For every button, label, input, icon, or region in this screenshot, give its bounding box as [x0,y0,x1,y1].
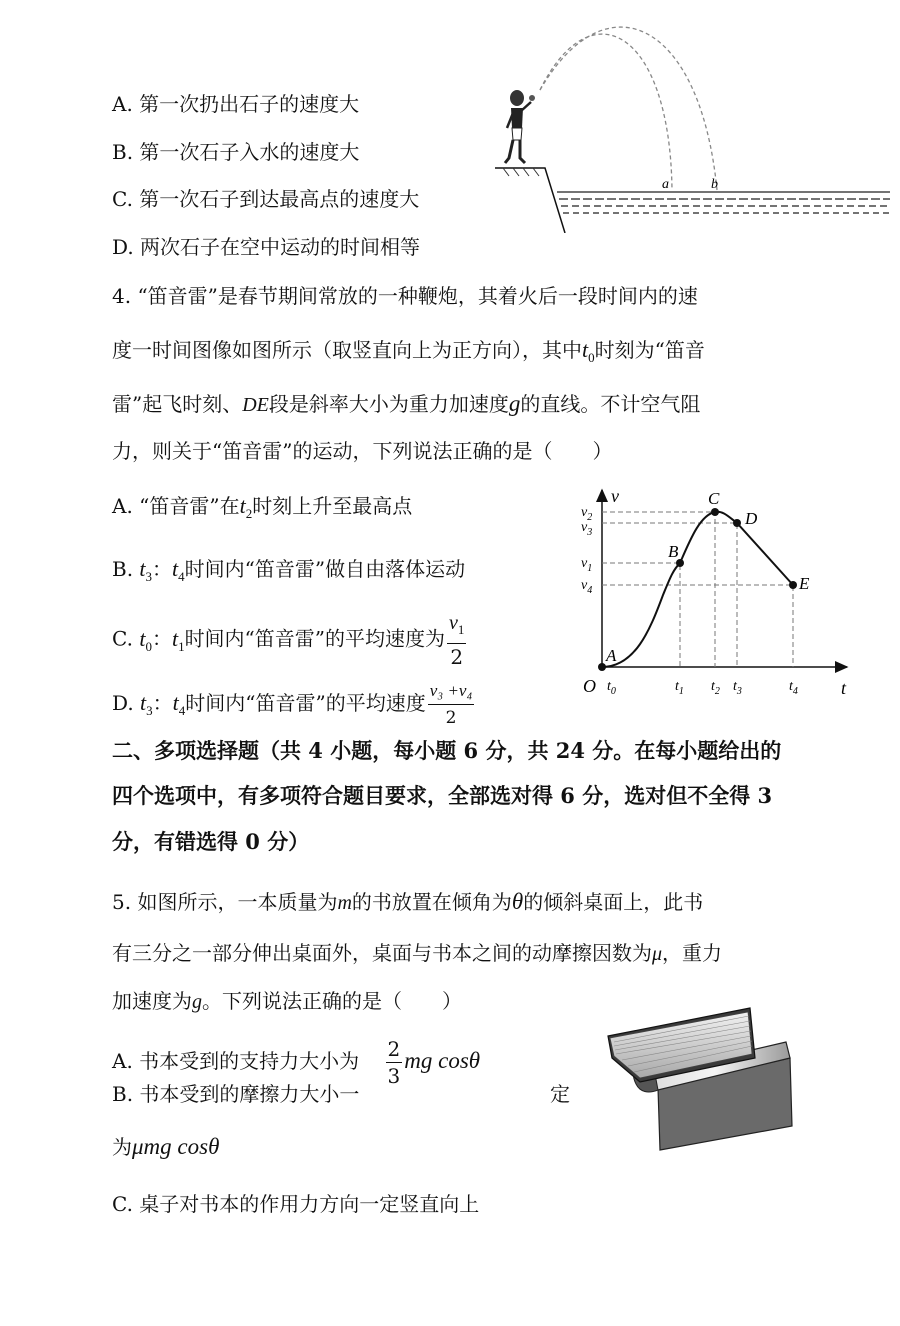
q5-option-a: A. 书本受到的支持力大小为 $\frac{2}{3}$ mg cosθ [112,1037,481,1088]
vt-graph [565,480,865,708]
v-axis-label: v [611,486,619,506]
t0-symbol: $t_0$ [582,337,595,365]
q4-stem-line3: 雷”起飞时刻、DE段是斜率大小为重力加速度g的直线。不计空气阻 [112,391,701,416]
fraction-2-over-3: $\frac{2}{3}$ [387,1037,401,1088]
q3-option-c: C. 第一次石子到达最高点的速度大 [112,187,420,211]
trajectory-a [540,34,672,190]
trajectory-b [540,27,717,190]
tick-t2: $t_2$ [711,679,720,697]
q5-option-b: B. 书本受到的摩擦力大小一 [112,1082,360,1106]
point-c-label: C [708,489,720,508]
q4-option-b: B. $t_3$：$t_4$时间内“笛音雷”做自由落体运动 [112,556,466,584]
section2-line2: 四个选项中，有多项符合题目要求，全部选对得 6 分，选对但不全得 3 [112,783,773,808]
point-a [598,663,606,671]
point-a-label: A [606,646,617,665]
tick-t3: $t_3$ [733,679,742,697]
water-surface [557,192,890,213]
section2-line3: 分，有错选得 0 分） [112,829,310,854]
fraction-v1-over-2: $\frac{v_1}{2}$ [449,612,465,669]
tick-t4: $t_4$ [789,679,798,697]
point-b-label: B [668,542,679,561]
t-axis-label: t [841,678,847,698]
tick-v3: $v_3$ [581,520,593,538]
guide-lines [602,512,793,667]
de-segment-label: DE [242,394,269,416]
q4-option-a: A. “笛音雷”在$t_2$时刻上升至最高点 [112,493,413,521]
q3-option-a: A. 第一次扔出石子的速度大 [112,92,360,116]
tick-t1: $t_1$ [675,679,684,697]
section2-line1: 二、多项选择题（共 4 小题，每小题 6 分，共 24 分。在每小题给出的 [112,738,782,763]
q4-option-c: C. $t_0$：$t_1$时间内“笛音雷”的平均速度为 $\frac{v_1}{2}$ [112,612,465,669]
q3-option-d: D. 两次石子在空中运动的时间相等 [112,235,421,259]
point-d [733,519,741,527]
q3-throw-figure [495,18,890,233]
mu-symbol: μ [652,943,663,965]
tick-v2: $v_2$ [581,505,593,523]
book-on-table-figure [600,998,800,1158]
label-a: a [662,177,669,192]
label-b: b [711,177,718,192]
q4-option-d: D. $t_3$：$t_4$时间内“笛音雷”的平均速度 $\frac{\text{v₃ +v₄}}{2}$ [112,678,476,731]
thrower-figure [505,90,535,163]
q5-stem-line2: 有三分之一部分伸出桌面外，桌面与书本之间的动摩擦因数为μ，重力 [112,941,723,965]
q3-option-b: B. 第一次石子入水的速度大 [112,140,360,164]
velocity-curve [602,512,793,667]
q4-stem-line1: 4. “笛音雷”是春节期间常放的一种鞭炮，其着火后一段时间内的速 [112,284,698,308]
q4-stem-line2: 度一时间图像如图所示（取竖直向上为正方向），其中$t_0$时刻为“笛音 [112,337,705,365]
g-symbol: g [508,391,521,416]
q5-option-b-line2: 为μmg cosθ [112,1134,220,1159]
point-c [711,508,719,516]
q5-option-b-tail: 定 [550,1082,570,1106]
tick-v1: $v_1$ [581,556,593,574]
origin-label: O [583,676,596,696]
tick-v4: $v_4$ [581,578,593,596]
cliff-edge [495,168,565,233]
tick-t0: $t_0$ [607,679,616,697]
q5-option-c: C. 桌子对书本的作用力方向一定竖直向上 [112,1192,480,1216]
fraction-v3-plus-v4-over-2: $\frac{\text{v₃ +v₄}}{2}$ [428,678,475,731]
q4-stem-line4: 力，则关于“笛音雷”的运动，下列说法正确的是（ ） [112,439,613,463]
m-symbol: m [337,892,352,914]
point-e [789,581,797,589]
q5-stem-line1: 5. 如图所示，一本质量为m的书放置在倾角为θ的倾斜桌面上，此书 [112,889,704,914]
q5-stem-line3: 加速度为g。下列说法正确的是（ ） [112,989,462,1013]
point-e-label: E [799,574,810,593]
theta-symbol: θ [511,889,524,914]
point-d-label: D [745,509,758,528]
